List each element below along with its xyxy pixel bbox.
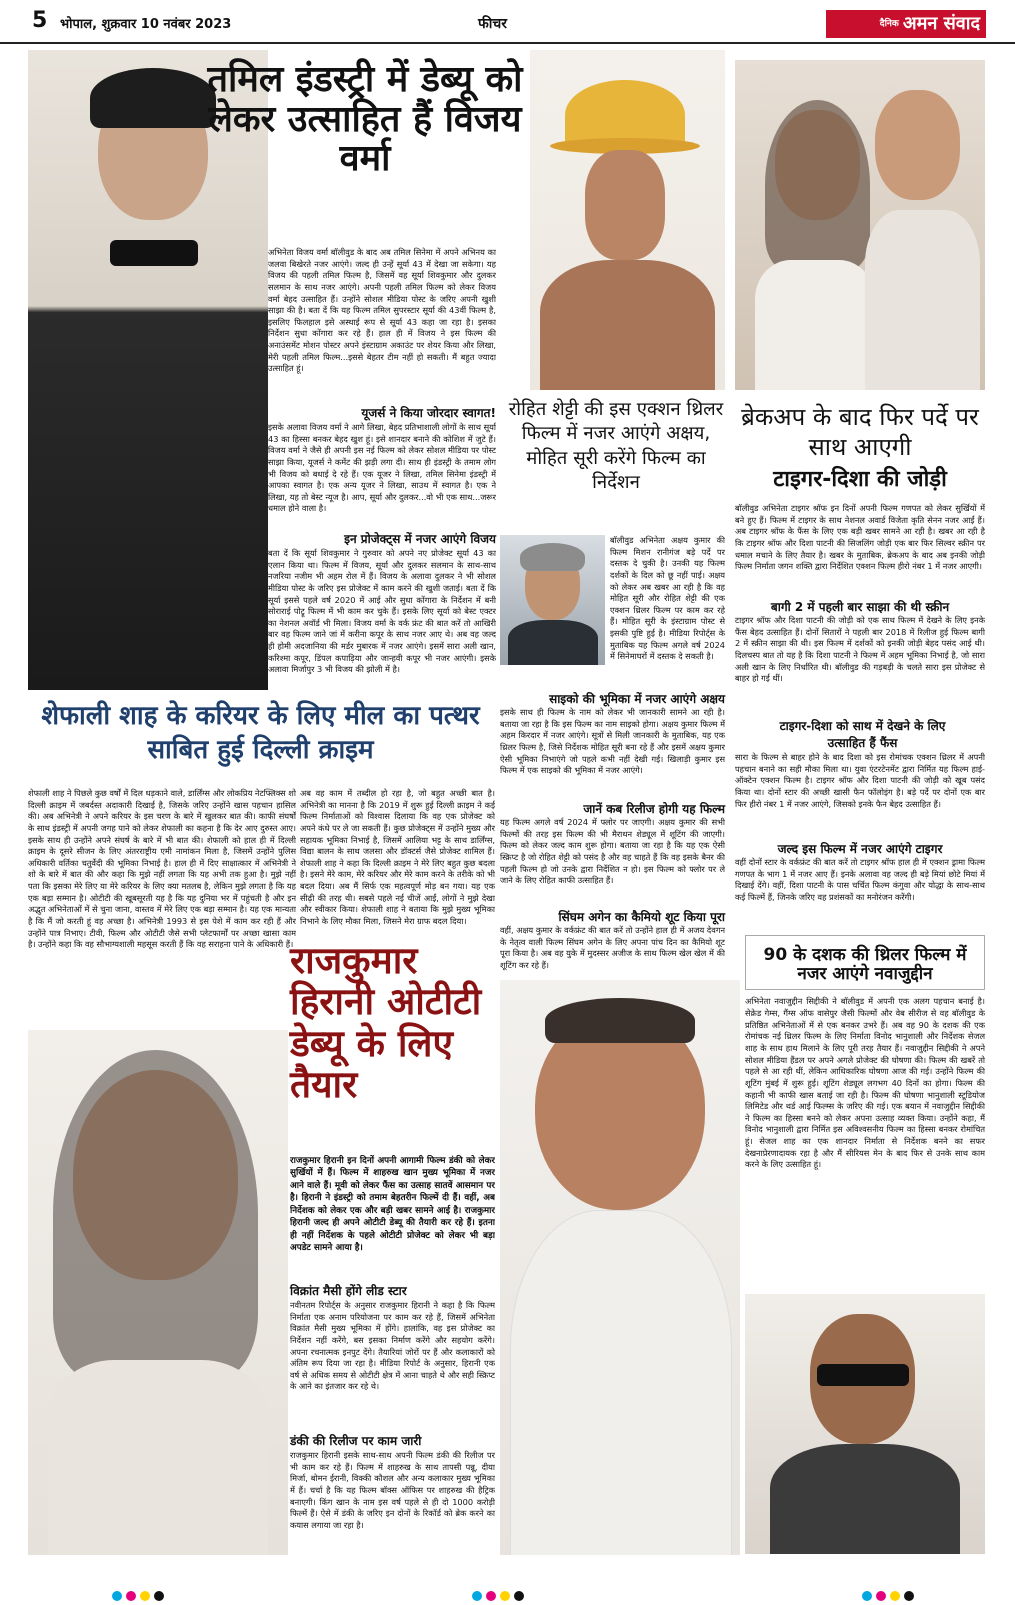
vijay-subhead-users: यूजर्स ने किया जोरदार स्वागत! [361,406,496,420]
akshay-body-3: यह फिल्म अगले वर्ष 2024 में फ्लोर पर जाएगी। अक्षय कुमार की सभी फिल्मों की तरह इस फिल्म की भी मैराथन शेड्यूल में शूटिंग की जाएगी। फिल्म को लेकर जल्द काम शुरू होगा। बताया जा रहा है कि यह एक ऐसी स्क्रिप्ट है जो रोहित शेट्टी को पसंद है और वह चाहते हैं कि वह इसके बैनर की पहली फिल्म हो जो उनके द्वारा निर्देशित न हो। इस फिल्म को फ्लोर पर ले जाने के लिए रोहित काफी उत्साहित हैं। [500,817,725,886]
tiger-body-2: टाइगर श्रॉफ और दिशा पाटनी की जोड़ी को एक साथ फिल्म में देखने के लिए इनके फैंस बेहद उत्साहित हैं। दोनों सितारों ने पहली बार 2018 में रिलीज हुई फिल्म बागी 2 में स्क्रीन साझा की थी। इस फिल्म में दर्शकों को इनकी जोड़ी बेहद पसंद आई थी। दिलचस्प बात तो यह है कि दिशा पाटनी ने फिल्म में अहम भूमिका निभाई है, जो सारा अली खान के लिए निर्धारित थी। बॉलीवुड की गड़बड़ी के चलते सारा इस प्रोजेक्ट से बाहर हो गई थीं। [735,615,985,684]
registration-mark-icon [110,1586,166,1605]
rajkumar-hirani-photo [500,980,740,1555]
tiger-body-3: सारा के फिल्म से बाहर होने के बाद दिशा को इस रोमांचक एक्शन थ्रिलर में अपनी पहचान बनाने का सही मौका मिला था। युवा एंटरटेनमेंट द्वारा निर्मित यह फिल्म हाई-ऑक्टेन एक्शन फिल्म है। टाइगर श्रॉफ और दिशा पाटनी की जोड़ी को खूब पसंद किया था। दोनों स्टार की अच्छी खासी फैन फॉलोइंग है। बड़े पर्दे पर दोनों एक बार फिर हीरो नंबर 1 में नजर आएंगे, जिसको इनके फैन बेहद उत्साहित हैं। [735,752,985,809]
section-label: फीचर [478,16,508,32]
nawaz-headline: 90 के दशक की थ्रिलर फिल्म में नजर आएंगे नवाजुद्दीन [745,935,985,990]
akshay-body-1: बॉलीवुड अभिनेता अक्षय कुमार की फिल्म मिशन रानीगंज बड़े पर्दे पर दस्तक दे चुकी है। उनकी यह फिल्म दर्शकों के दिल को छू नहीं पाई। अक्षय को लेकर अब खबर आ रही है कि वह मोहित सूरी और रोहित शेट्टी की एक एक्शन थ्रिलर फिल्म पर काम कर रहे हैं। मोहित सूरी के इंस्टाग्राम पोस्ट से इसकी पुष्टि हुई है। मीडिया रिपोर्ट्स के मुताबिक यह फिल्म अगले वर्ष 2024 में सिनेमाघरों में दस्तक दे सकती है। [610,535,725,662]
hirani-subhead-vikrant: विक्रांत मैसी होंगे लीड स्टार [290,1284,407,1298]
paper-logo [826,10,986,38]
tiger-subhead-baaghi: बागी 2 में पहली बार साझा की थी स्क्रीन [770,600,950,614]
vijay-body-2: इसके अलावा विजय वर्मा ने आगे लिखा, बेहद प्रतिभाशाली लोगों के साथ सूर्या 43 का हिस्सा बनकर बेहद खुश हूं। इसे शानदार बनाने की कोशिश में जुटे हैं। विजय वर्मा ने जैसे ही अपनी इस नई फिल्म को लेकर सोशल मीडिया पर पोस्ट साझा किया, यूजर्स ने कमेंट की झड़ी लगा दी। साथ ही इंडस्ट्री के तमाम लोग भी विजय को बधाई दे रहे हैं। एक यूजर ने लिखा, तमिल सिनेमा इंडस्ट्री में आपका स्वागत है। एक अन्य यूजर ने लिखा, साउथ में स्वागत है। एक ने लिखा, यह तो बेस्ट न्यूज है। आप, सूर्या और दुलकर...वो भी एक साथ...जरूर धमाल होने वाला है। [268,422,496,514]
vijay-headline: तमिल इंडस्ट्री में डेब्यू को लेकर उत्साहित हैं विजय वर्मा [207,59,523,180]
shefali-shah-photo [28,1030,288,1555]
tiger-headline-1: ब्रेकअप के बाद फिर पर्दे पर साथ आएगी [741,403,979,461]
akshay-headline: रोहित शेट्टी की इस एक्शन थ्रिलर फिल्म में नजर आएंगे अक्षय, मोहित सूरी करेंगे फिल्म का निर्देशन [508,399,724,494]
mohit-suri-photo [500,535,605,665]
hirani-intro: राजकुमार हिरानी इन दिनों अपनी आगामी फिल्म डंकी को लेकर सुर्खियों में हैं। फिल्म में शाहरुख खान मुख्य भूमिका में नजर आने वाले हैं। मूवी को लेकर फैंस का उत्साह सातवें आसमान पर है। हिरानी ने इंडस्ट्री को तमाम बेहतरीन फिल्में दी हैं। वहीं, अब निर्देशक को लेकर एक और बड़ी खबर सामने आई है। राजकुमार हिरानी जल्द ही अपने ओटीटी डेब्यू की तैयारी कर रहे हैं। इतना ही नहीं निर्देशक के पहले ओटीटी प्रोजेक्ट को लेकर भी बड़ा अपडेट सामने आया है। [290,1156,495,1254]
nawazuddin-photo [745,1294,985,1554]
akshay-subhead-psycho: साइको की भूमिका में नजर आएंगे अक्षय [549,692,725,706]
vijay-subhead-projects: इन प्रोजेक्ट्स में नजर आएंगे विजय [344,532,496,546]
tiger-headline-2: टाइगर-दिशा की जोड़ी [773,467,947,492]
vijay-body-3: बता दें कि सूर्या शिवकुमार ने गुरुवार को अपने नए प्रोजेक्ट सूर्या 43 का एलान किया था। फिल्म में विजय, सूर्या और दुलकर सलमान के साथ-साथ नजरिया नजीम भी अहम रोल में हैं। विजय के अलावा दुलकर ने भी सोशल मीडिया पोस्ट के जरिए इस प्रोजेक्ट में काम करने की खुशी जताई। बता दें कि सूर्या इससे पहले वर्ष 2020 में आई और सुधा कोंगारा के निर्देशन में बनी सोराराई पोट्रू फिल्म में भी काम कर चुके हैं। इसके लिए सूर्या को बेस्ट एक्टर का नेशनल अवॉर्ड भी मिला। विजय वर्मा के वर्क फ्रंट की बात करें तो आखिरी बार वह फिल्म जाने जां में करीना कपूर के साथ नजर आए थे। अब वह जल्द ही होमी अदजानिया की मर्डर मुबारक में नजर आएंगे। इसमें सारा अली खान, करिश्मा कपूर, डिंपल कपाड़िया और जान्हवी कपूर भी नजर आएंगी। इसके अलावा मिर्जापुर 3 भी विजय की झोली में है। [268,548,496,675]
registration-mark-icon [860,1586,916,1605]
tiger-disha-photo [735,60,985,390]
tiger-subhead-fans: टाइगर-दिशा को साथ में देखने के लिए उत्साहित हैं फैंस [779,719,946,750]
page-number: 5 [32,8,48,33]
hirani-headline-box [290,940,495,1150]
akshay-subhead-release: जानें कब रिलीज होगी यह फिल्म [583,802,725,816]
hirani-body-3: राजकुमार हिरानी इसके साथ-साथ अपनी फिल्म डंकी की रिलीज पर भी काम कर रहे हैं। फिल्म में शाहरुख के साथ तापसी पन्नू, दीया मिर्जा, बोमन ईरानी, विक्की कौशल और अन्य कलाकार मुख्य भूमिका में हैं। चर्चा है कि यह फिल्म बॉक्स ऑफिस पर शाहरुख की हैट्रिक बनाएगी। किंग खान के नाम इस वर्ष पहले से ही दो 1000 करोड़ी फिल्में हैं। ऐसे में डंकी के जरिए इन दोनों के रिकॉर्ड को ब्रेक करने का कयास लगाया जा रहा है। [290,1450,495,1530]
shefali-body-1: शेफाली शाह ने पिछले कुछ वर्षों में दिल धड़काने वाले, डार्लिंग्स और लोकप्रिय नेटफ्लिक्स शो दिल्ली क्राइम में जबर्दस्त अदाकारी दिखाई है, जिसके जरिए उन्होंने खास पहचान हासिल की। अब अभिनेत्री ने अपने करियर के इस चरण के बारे में खुलकर बात की। काफी संघर्षों के साथ इंडस्ट्री में अपनी जगह पाने को लेकर शेफाली का कहना है कि देर आए दुरुस्त आए। इसके साथ ही उन्होंने अपने संघर्ष के बारे में भी बात की। शेफाली को हाल ही में दिल्ली क्राइम के दूसरे सीजन के लिए अंतरराष्ट्रीय एमी नामांकन मिला है, जिसमें उन्होंने पुलिस अधिकारी वर्तिका चतुर्वेदी की भूमिका निभाई है। हाल ही में दिए साक्षात्कार में अभिनेत्री ने शो के बारे में बात की और कहा कि मुझे नहीं लगता कि यह अभी तक हुआ है। मुझे नहीं पता कि इसका मेरे लिए या मेरे करियर के लिए क्या मतलब है, लेकिन मुझे लगता है कि यह एक बड़ा सम्मान है। ओटीटी की खूबसूरती यह है कि यह दुनिया भर में पहुंचती है और इन अद्भुत अभिनेताओं में से चुना जाना, वास्तव में मेरे लिए एक बड़ा सम्मान है। यह एक मान्यता है कि मैं जो करती हूं वह अच्छा है। अभिनेत्री 1993 से इस पेशे में काम कर रही हैं और उन्होंने पात्र निभाए। टीवी, फिल्म और ओटीटी जैसे सभी प्लेटफार्मों पर अच्छा खासा काम है। उन्होंने कहा कि वह सौभाग्यशाली महसूस करती हैं कि वह सराहना पाने के अधिकारी हैं। [28,788,296,950]
tiger-body-4: वहीं दोनों स्टार के वर्कफ्रंट की बात करें तो टाइगर श्रॉफ हाल ही में एक्शन ड्रामा फिल्म गणपत के भाग 1 में नजर आए हैं। इनके अलावा वह जल्द ही बड़े मियां छोटे मियां में दिखाई देंगे। वहीं, दिशा पाटनी के पास चर्चित फिल्म कंगुवा और योद्धा के साथ-साथ कई फिल्में हैं, जिनके जरिए वह प्रशंसकों का मनोरंजन करेंगी। [735,857,985,902]
paper-name: अमन संवाद [902,13,980,34]
shefali-headline: शेफाली शाह के करियर के लिए मील का पत्थर साबित हुई दिल्ली क्राइम [41,701,480,765]
footer-band [0,1582,1015,1600]
hirani-body-2: नवीनतम रिपोर्ट्स के अनुसार राजकुमार हिरानी ने कहा है कि फिल्म निर्माता एक अनाम परियोजना पर काम कर रहे हैं, जिसमें अभिनेता विक्रांत मैसी मुख्य भूमिका में होंगे। हालांकि, वह इस प्रोजेक्ट का निर्देशन नहीं करेंगे, बस इसका निर्माण करेंगे और सहयोग करेंगे। अपना रचनात्मक इनपुट देंगे। तैयारियां जोरों पर हैं और कलाकारों को अंतिम रूप दिया जा रहा है। मीडिया रिपोर्ट के अनुसार, हिरानी एक वर्ष से अधिक समय से ओटीटी क्षेत्र में आना चाहते थे और सही स्क्रिप्ट के आने का इंतजार कर रहे थे। [290,1300,495,1392]
akshay-headline-box [507,398,725,528]
nawaz-body: अभिनेता नवाजुद्दीन सिद्दीकी ने बॉलीवुड में अपनी एक अलग पहचान बनाई है। सेक्रेड गेम्स, गैंग्स ऑफ वासेपुर जैसी फिल्मों और वेब सीरीज से वह बॉलीवुड के प्रतिष्ठित अभिनेताओं में से एक बनकर उभरे हैं। अब वह 90 के दशक की एक रोमांचक नई थ्रिलर फिल्म के लिए निर्माता विनोद भानुशाली और निर्देशक सेजल शाह के साथ हाथ मिलाने के लिए पूरी तरह तैयार हैं। नवाजुद्दीन सिद्दीकी ने अपने सोशल मीडिया हैंडल पर अपने अगले प्रोजेक्ट की घोषणा की। फिल्म की खबरें तो पहले से आ रही थीं, लेकिन आधिकारिक घोषणा आज की गई। उन्होंने फिल्म की शूटिंग मुंबई में शुरू हुई। शूटिंग शेड्यूल लगभग 40 दिनों का होगा। फिल्म की कहानी भी काफी खास बताई जा रही है। फिल्म की घोषणा भानुशाली स्टूडियोज लिमिटेड और थर्ड आई फिल्म्स के जरिए की गई। एक बयान में नवाजुद्दीन सिद्दीकी ने फिल्म का हिस्सा बनने को लेकर अपना उत्साह व्यक्त किया। उन्होंने कहा, मैं विनोद भानुशाली द्वारा निर्मित इस अविश्वसनीय फिल्म का हिस्सा बनकर रोमांचित हूं। सेजल शाह का एक शानदार निर्माता से निर्देशक बनने का सफर देखनाप्रेरणादायक रहा है और मैं सीरियस मेन के बाद फिर से उनके साथ काम करने के लिए उत्साहित हूं। [745,996,985,1170]
hirani-subhead-dunki: डंकी की रिलीज पर काम जारी [290,1434,422,1448]
akshay-body-4: वहीं, अक्षय कुमार के वर्कफ्रंट की बात करें तो उन्होंने हाल ही में अजय देवगन के नेतृत्व वाली फिल्म सिंघम अगेन के लिए अपना पांच दिन का कैमियो शूट पूरा किया है। अब वह युके में मुदस्सर अजीज के साथ फिल्म खेल खेल में की शूटिंग कर रहे हैं। [500,925,725,970]
shefali-body-2: अब वह काम में तब्दील हो रहा है, जो बहुत अच्छी बात है। अभिनेत्री का मानना है कि 2019 में शुरू हुई दिल्ली क्राइम ने कई फिल्म निर्माताओं को विश्वास दिलाया कि वह एक प्रोजेक्ट को अपने कंधे पर ले जा सकती हैं। कुछ प्रोजेक्ट्स में उन्होंने मुख्य और सहायक भूमिका निभाई है, जिसमें आलिया भट्ट के साथ डार्लिंग्स, विद्या बालन के साथ जलसा और डॉक्टर्स जैसे प्रोजेक्ट शामिल हैं। शेफाली शाह ने कहा कि दिल्ली क्राइम ने मेरे लिए बहुत कुछ बदला है। इसने मेरे काम, मेरे करियर और मेरे काम करने के तरीके को भी बदल दिया। अब मैं सिर्फ एक महत्वपूर्ण मोड़ बन गया। यह एक सीढ़ी की तरह थी। सबसे पहले नई चीजें आईं, लोगों ने मुझे देखा और स्वीकार किया। शेफाली शाह ने बताया कि मुझे मुख्य भूमिका निभाने के लिए मौका मिला, जिसने मेरा ग्राफ बदल दिया। [300,788,495,927]
hirani-headline: राजकुमार हिरानी ओटीटी डेब्यू के लिए तैयार [290,939,482,1107]
tiger-body-1: बॉलीवुड अभिनेता टाइगर श्रॉफ इन दिनों अपनी फिल्म गणपत को लेकर सुर्खियों में बने हुए हैं। फिल्म में टाइगर के साथ नेशनल अवार्ड विजेता कृति सेनन नजर आईं हैं। अब टाइगर श्रॉफ के फैंस के लिए एक बड़ी खबर सामने आ रही है। खबर आ रही है कि टाइगर श्रॉफ और दिशा पाटनी की सिजलिंग जोड़ी एक बार फिर सिल्वर स्क्रीन पर धमाल मचाने के लिए तैयार है। खबर के मुताबिक, ब्रेकअप के बाद अब इनकी जोड़ी फिल्म निर्माता जगन शक्ति द्वारा निर्देशित एक्शन फिल्म हीरो नंबर 1 में नजर आएगी। [735,503,985,572]
tiger-subhead-soon: जल्द इस फिल्म में नजर आएंगे टाइगर [777,842,943,856]
registration-mark-icon [470,1586,526,1605]
paper-prefix: दैनिक [879,19,899,29]
date-line: भोपाल, शुक्रवार 10 नवंबर 2023 [60,17,232,32]
nawaz-story-box [745,935,985,1555]
vijay-body-1: अभिनेता विजय वर्मा बॉलीवुड के बाद अब तमिल सिनेमा में अपने अभिनय का जलवा बिखेरते नजर आएंगे। जल्द ही उन्हें सूर्या 43 में देखा जा सकेगा। यह विजय की पहली तमिल फिल्म है, जिसमें वह सूर्या शिवकुमार और दुलकर सलमान के साथ नजर आएंगे। अपनी पहली तमिल फिल्म को लेकर विजय वर्मा बेहद उत्साहित हैं। उन्होंने सोशल मीडिया पोस्ट के जरिए अपनी खुशी साझा की है। बता दें कि यह फिल्म तमिल सुपरस्टार सूर्या की 43वीं फिल्म है, इसलिए फिलहाल इसे अस्थाई रूप से सूर्या 43 कहा जा रहा है। इसका निर्देशन सुधा कोंगारा कर रहे हैं। हाल ही में विजय ने इस फिल्म की अनाउंसमेंट मोशन पोस्टर अपने इंस्टाग्राम अकाउंट पर शेयर किया और लिखा, मेरी पहली तमिल फिल्म...इससे बेहतर टीम नहीं हो सकती। मैं बहुत ज्यादा उत्साहित हूं। [268,247,496,374]
akshay-subhead-singham: सिंघम अगेन का कैमियो शूट किया पूरा [558,910,725,924]
akshay-body-2: इसके साथ ही फिल्म के नाम को लेकर भी जानकारी सामने आ रही है। बताया जा रहा है कि इस फिल्म का नाम साइको होगा। अक्षय कुमार फिल्म में अहम किरदार में नजर आएंगे। सूत्रों से मिली जानकारी के मुताबिक, यह एक थ्रिलर फिल्म है, जिसे निर्देशक मोहित सूरी बना रहे हैं और इसमें अक्षय कुमार ऐसी भूमिका निभाएंगे जो पहले कभी नहीं देखी गई। खिलाड़ी कुमार इस फिल्म में एक साइको की भूमिका में नजर आएंगे। [500,707,725,776]
akshay-kumar-photo [530,50,725,390]
